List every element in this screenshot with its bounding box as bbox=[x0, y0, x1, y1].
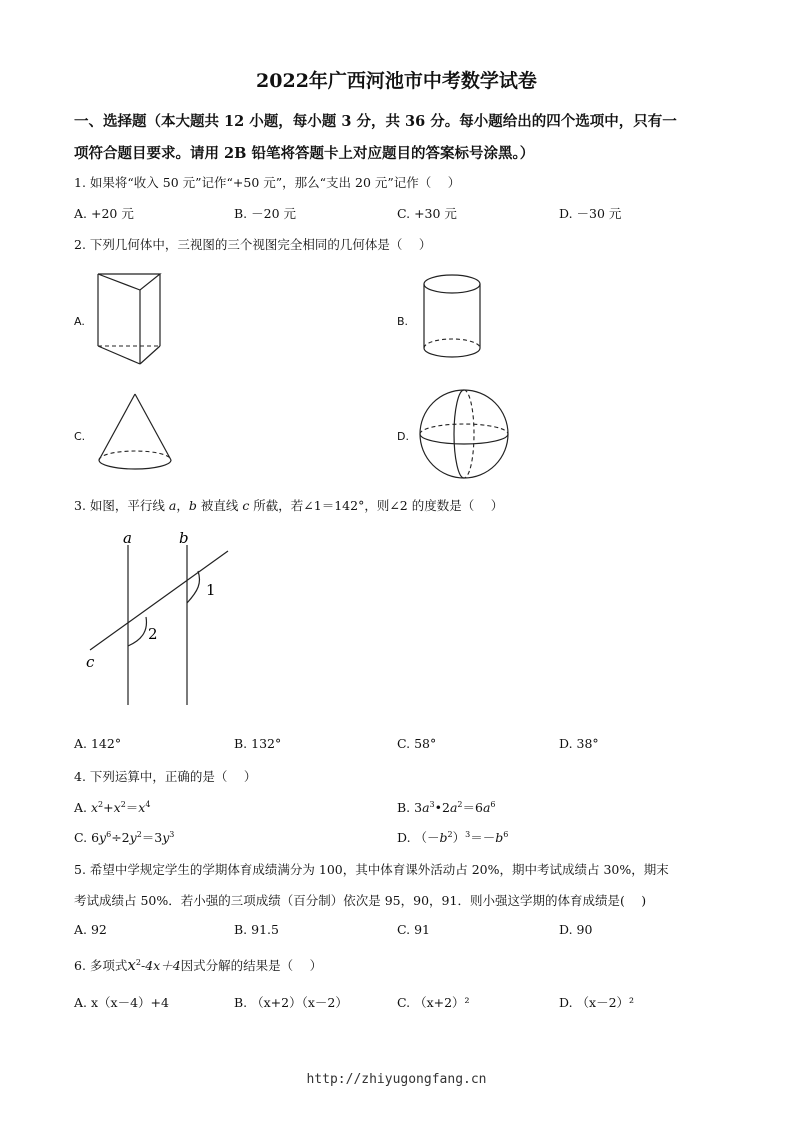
angle-1-label: 1 bbox=[206, 581, 216, 599]
triangular-prism-figure bbox=[90, 268, 170, 378]
q6-option-a: A. x（x－4）+4 bbox=[74, 995, 169, 1010]
q1-option-c: C. +30 元 bbox=[397, 206, 457, 221]
q2-label-d: D. bbox=[397, 430, 409, 443]
question-6-stem: 6. 多项式$x^2-4x+4$因式分解的结果是（ ） bbox=[74, 956, 323, 974]
angle-2-label: 2 bbox=[148, 625, 158, 643]
q1-option-b: B. －20 元 bbox=[234, 206, 297, 221]
cone-figure bbox=[95, 390, 180, 475]
question-5-line1: 5. 希望中学规定学生的学期体育成绩满分为 100，其中体育课外活动占 20%，期中考试成绩占 30%，期末 bbox=[74, 862, 669, 877]
line-a-label: a bbox=[123, 529, 132, 547]
question-5-line2: 考试成绩占 50%．若小强的三项成绩（百分制）依次是 95，90，91．则小强这学期的体育成绩是( ) bbox=[74, 893, 647, 908]
q6-option-d: D. （x－2）² bbox=[559, 995, 635, 1010]
q2-label-a: A. bbox=[74, 315, 85, 328]
q3-option-d: D. 38° bbox=[559, 736, 599, 751]
section-heading-line2: 项符合题目要求。请用 2B 铅笔将答题卡上对应题目的答案标号涂黑。） bbox=[74, 145, 535, 162]
q6-option-b: B. （x+2）（x－2） bbox=[234, 995, 348, 1010]
q1-option-d: D. －30 元 bbox=[559, 206, 622, 221]
sphere-figure bbox=[418, 388, 513, 483]
question-2-stem: 2. 下列几何体中，三视图的三个视图完全相同的几何体是（ ） bbox=[74, 237, 432, 252]
q5-option-d: D. 90 bbox=[559, 922, 593, 937]
section-heading-line1: 一、选择题（本大题共 12 小题，每小题 3 分，共 36 分。每小题给出的四个选项中，只有一 bbox=[74, 113, 677, 130]
cylinder-figure bbox=[420, 272, 490, 367]
q2-label-b: B. bbox=[397, 315, 409, 328]
q5-option-a: A. 92 bbox=[74, 922, 107, 937]
q5-option-c: C. 91 bbox=[397, 922, 430, 937]
q1-option-a: A. +20 元 bbox=[74, 206, 134, 221]
q5-option-b: B. 91.5 bbox=[234, 922, 279, 937]
question-3-stem: 3. 如图，平行线 a，b 被直线 c 所截，若∠1＝142°，则∠2 的度数是（ ） bbox=[74, 498, 504, 513]
q3-option-a: A. 142° bbox=[74, 736, 122, 751]
footer-url: http://zhiyugongfang.cn bbox=[306, 1072, 487, 1087]
question-4-stem: 4. 下列运算中，正确的是（ ） bbox=[74, 769, 257, 784]
q4-option-a: A. $x^2+x^2=x^4$ bbox=[74, 800, 151, 815]
line-b-label: b bbox=[179, 529, 189, 547]
q4-option-c: C. $6y^6\div 2y^2=3y^3$ bbox=[74, 830, 175, 845]
q3-option-c: C. 58° bbox=[397, 736, 437, 751]
page-title: 2022年广西河池市中考数学试卷 bbox=[256, 70, 537, 92]
q4-option-d: D. $(-b^2)^3=-b^6$ bbox=[397, 830, 509, 845]
parallel-lines-figure bbox=[80, 525, 240, 715]
q2-label-c: C. bbox=[74, 430, 86, 443]
q4-option-b: B. $3a^3•2a^2=6a^6$ bbox=[397, 800, 496, 815]
line-c-label: c bbox=[86, 653, 95, 671]
q6-option-c: C. （x+2）² bbox=[397, 995, 470, 1010]
question-1-stem: 1. 如果将“收入 50 元”记作“+50 元”，那么“支出 20 元”记作（ ） bbox=[74, 175, 461, 190]
q3-option-b: B. 132° bbox=[234, 736, 282, 751]
